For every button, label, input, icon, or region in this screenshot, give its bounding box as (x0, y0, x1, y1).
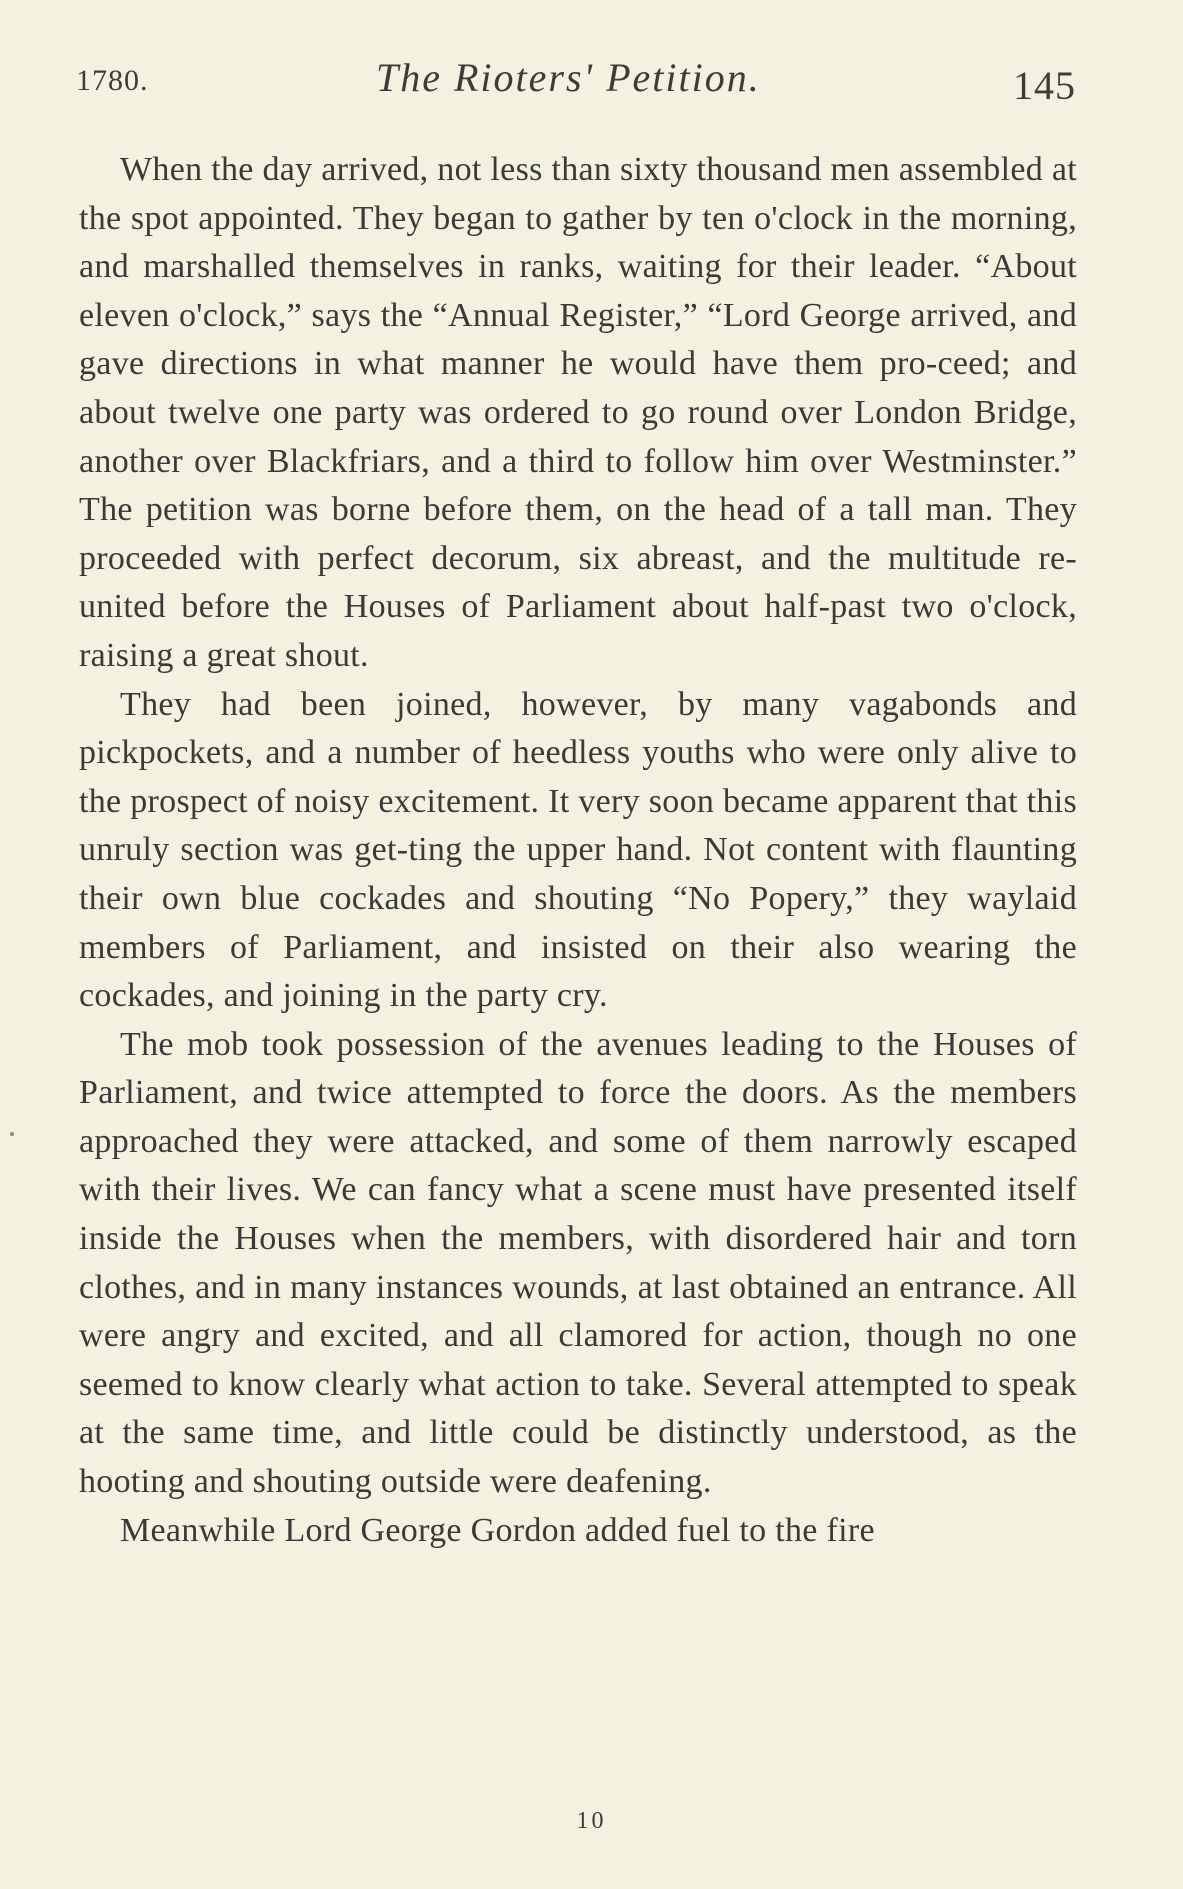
paragraph-3: The mob took possession of the avenues leading to the Houses of Parliament, and twice attempted to force the doors. As the members approached they were attacked, and some of them narrowly escaped with their lives. We can fancy what a scene must have presented itself inside the Houses when the members, with disordered hair and torn clothes, and in many instances wounds, at last obtained an entrance. All were angry and excited, and all clamored for action, though no one seemed to know clearly what action to take. Several attempted to speak at the same time, and little could be distinctly understood, as the hooting and shouting outside were deafening. (79, 1025, 1077, 1501)
body-text (79, 146, 1077, 1555)
running-head (76, 52, 1076, 112)
running-head-title: The Rioters' Petition. (376, 55, 761, 100)
running-head-year: 1780. (76, 64, 149, 97)
paragraph-2: They had been joined, however, by many vagabonds and pickpockets, and a number of heedless youths who were only alive to the prospect of noisy excitement. It very soon became apparent that this unruly section was get-ting the upper hand. Not content with flaunting their own blue cockades and shouting “No Popery,” they waylaid members of Parliament, and insisted on their also wearing the cockades, and joining in the party cry. (79, 685, 1077, 1015)
paragraph-1: When the day arrived, not less than sixty thousand men assembled at the spot appointed. They began to gather by ten o'clock in the morning, and marshalled themselves in ranks, waiting for their leader. “About eleven o'clock,” says the “Annual Register,” “Lord George arrived, and gave directions in what manner he would have them pro-ceed; and about twelve one party was ordered to go round over London Bridge, another over Blackfriars, and a third to follow him over Westminster.” The petition was borne before them, on the head of a tall man. They proceeded with perfect decorum, six abreast, and the multitude re-united before the Houses of Parliament about half-past two o'clock, raising a great shout. (79, 151, 1077, 674)
paragraph-4: Meanwhile Lord George Gordon added fuel to the fire (120, 1511, 875, 1549)
signature-mark: 10 (576, 1808, 607, 1834)
page-number: 145 (1013, 63, 1076, 108)
paper-speck (10, 1132, 14, 1136)
